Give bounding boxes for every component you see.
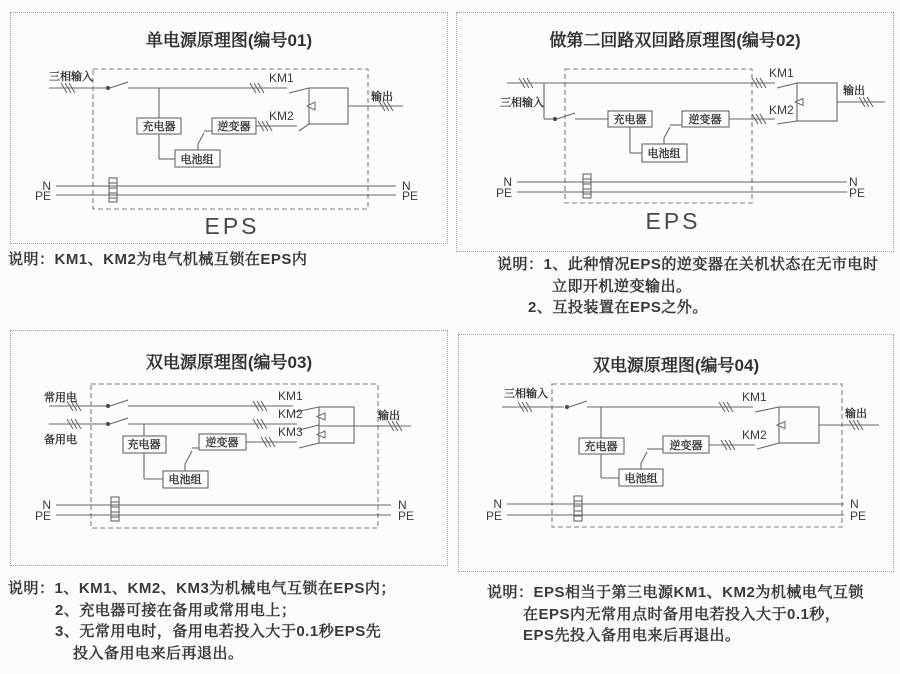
np-lines xyxy=(507,496,844,521)
charger-label: 充电器 xyxy=(142,121,176,133)
backup-power-label: 备用电 xyxy=(44,434,77,446)
battery-label: 电池组 xyxy=(180,154,214,166)
diagram-04 xyxy=(459,335,893,571)
np-lines xyxy=(56,178,396,202)
note-line: 2、互投装置在EPS之外。 xyxy=(528,299,708,316)
n-label-left: N xyxy=(42,179,51,193)
output-label: 输出 xyxy=(378,410,400,422)
eps-boundary xyxy=(552,384,842,527)
three-phase-input-label: 三相输入 xyxy=(504,388,548,400)
note-line: 2、充电器可接在备用或常用电上； xyxy=(55,601,297,619)
pe-label-right: PE xyxy=(849,186,866,200)
km2-label: KM2 xyxy=(278,407,303,421)
pe-label-right: PE xyxy=(398,509,415,523)
eps-boundary xyxy=(93,69,368,209)
note-line: EPS先投入备用电来后再退出。 xyxy=(523,627,741,644)
battery-label: 电池组 xyxy=(624,473,658,485)
panel-03 xyxy=(10,330,448,566)
km1-label: KM1 xyxy=(269,71,294,85)
notes-03 xyxy=(8,578,396,664)
pe-label-left: PE xyxy=(34,509,51,523)
np-lines xyxy=(56,497,391,521)
charger-label: 充电器 xyxy=(127,439,161,451)
n-label-left: N xyxy=(503,175,512,189)
pe-label-right: PE xyxy=(402,189,419,203)
n-label-left: N xyxy=(42,498,51,512)
interlock-triangle xyxy=(317,431,325,438)
note-line: 立即开机逆变输出。 xyxy=(552,277,692,295)
note-line: 在EPS内无常用点时备用电若投入大于0.1秒， xyxy=(523,605,841,623)
battery-label: 电池组 xyxy=(168,474,202,486)
km2-label: KM2 xyxy=(269,109,294,123)
n-label-left: N xyxy=(493,497,502,511)
notes-04 xyxy=(458,582,864,647)
n-label-right: N xyxy=(849,175,858,189)
normal-power-label: 常用电 xyxy=(44,392,77,404)
interlock-triangle xyxy=(307,102,315,110)
panel-04 xyxy=(458,334,894,572)
inverter-label: 逆变器 xyxy=(217,121,251,133)
diagram-03 xyxy=(11,331,447,565)
km1-label: KM1 xyxy=(742,390,767,404)
output-label: 输出 xyxy=(371,91,393,103)
pe-label-left: PE xyxy=(495,186,512,200)
note-line: 3、无常用电时，备用电若投入大于0.1秒EPS先 xyxy=(55,623,382,640)
charger-label: 充电器 xyxy=(613,114,647,126)
pe-label-right: PE xyxy=(850,509,867,523)
n-label-right: N xyxy=(402,179,411,193)
n-label-right: N xyxy=(850,497,859,511)
pe-label-left: PE xyxy=(34,189,51,203)
km2-label: KM2 xyxy=(742,428,767,442)
n-label-right: N xyxy=(398,498,407,512)
km3-label: KM3 xyxy=(278,425,303,439)
output-label: 输出 xyxy=(845,408,867,420)
note-line: 说明：1、此种情况EPS的逆变器在关机状态在无市电时 xyxy=(497,256,879,273)
note-line: 投入备用电来后再退出。 xyxy=(73,644,244,662)
note-line: 说明：KM1、KM2为电气机械互锁在EPS内 xyxy=(8,251,308,268)
panel-02 xyxy=(456,12,894,252)
interlock-triangle xyxy=(795,99,803,106)
inverter-label: 逆变器 xyxy=(205,437,239,449)
diagram-02 xyxy=(457,13,893,251)
diagram-01 xyxy=(11,13,447,243)
note-line: 说明：EPS相当于第三电源KM1、KM2为机械电气互锁 xyxy=(487,584,864,601)
eps-boundary xyxy=(565,69,752,203)
interlock-triangle xyxy=(777,422,785,429)
km1-label: KM1 xyxy=(278,389,303,403)
panel-title: 双电源原理图(编号04) xyxy=(592,356,760,375)
inverter-label: 逆变器 xyxy=(669,440,703,452)
np-lines xyxy=(517,174,847,198)
pe-label-left: PE xyxy=(485,509,502,523)
panel-01 xyxy=(10,12,448,244)
charger-label: 充电器 xyxy=(584,441,618,453)
notes-02 xyxy=(456,254,878,319)
panel-title: 单电源原理图(编号01) xyxy=(145,31,313,50)
output-label: 输出 xyxy=(843,85,865,97)
note-line: 说明：1、KM1、KM2、KM3为机械电气互锁在EPS内； xyxy=(8,580,396,597)
inverter-label: 逆变器 xyxy=(688,114,722,126)
three-phase-input-label: 三相输入 xyxy=(49,71,93,83)
notes-01 xyxy=(8,249,307,271)
interlock-triangle xyxy=(317,413,325,420)
panel-title: 双电源原理图(编号03) xyxy=(145,353,313,372)
eps-label: EPS xyxy=(204,213,260,239)
eps-label: EPS xyxy=(645,208,701,234)
panel-title: 做第二回路双回路原理图(编号02) xyxy=(549,31,801,50)
km2-label: KM2 xyxy=(769,103,794,117)
km1-label: KM1 xyxy=(769,66,794,80)
battery-label: 电池组 xyxy=(647,148,681,160)
three-phase-input-label: 三相输入 xyxy=(500,97,544,109)
